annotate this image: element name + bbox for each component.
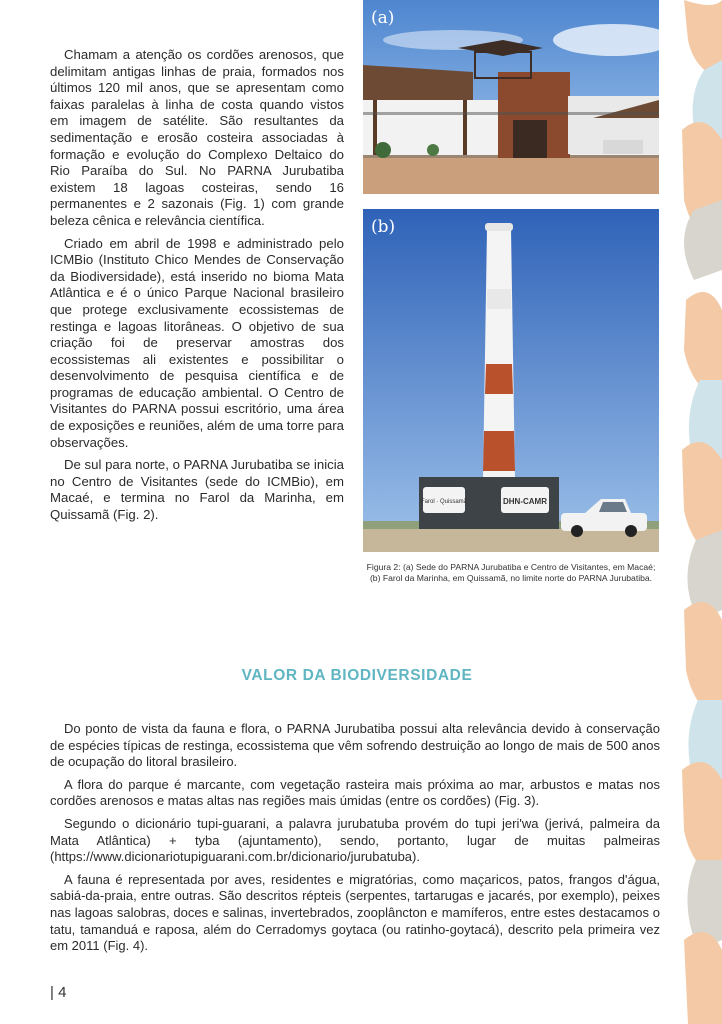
photo-visitor-center — [363, 0, 659, 194]
paragraph: De sul para norte, o PARNA Jurubatiba se inicia no Centro de Visitantes (sede do ICMBio), em Macaé, e termina no Farol da Marinha, em Quissamã (Fig. 2). — [50, 457, 344, 523]
paragraph: A fauna é representada por aves, residentes e migratórias, como maçaricos, patos, frangos d'água, sabiá-da-praia, entre outras. São descritos répteis (serpentes, tartarugas e jacarés, por exemplo), peixes nas lagoas salobras, doces e salinas, invertebrados, zooplâncton e mamíferos, entre estes destacamos o tatu, tamanduá e raposa, além do Cerradomys goytaca (ou ratinho-goytacá), descrito pela primeira vez em 2011 (Fig. 4). — [50, 871, 660, 954]
paragraph: Criado em abril de 1998 e administrado pelo ICMBio (Instituto Chico Mendes de Conservação da Biodiversidade), está inserido no bioma Mata Atlântica e é o único Parque Nacional brasileiro que protege exclusivamente ecossistemas de restinga e lagoas litorâneas. O objetivo de sua criação foi de preservar amostras dos ecossistemas ali existentes e possibilitar o desenvolvimento de pesquisa científica e de programas de educação ambiental. O Centro de Visitantes do PARNA possui escritório, uma área de exposições e reuniões, além de uma torre para observações. — [50, 235, 344, 450]
paragraph: Segundo o dicionário tupi-guarani, a palavra jurubatuba provém do tupi jeri'wa (jerivá, palmeira da Mata Atlântica) + tyba (ajuntamento), sendo, portanto, lugar de muitas palmeiras (https://www.dicionariotupiguarani.com.br/dicionario/jurubatuba). — [50, 815, 660, 865]
section-text — [50, 721, 660, 961]
photo-lighthouse — [363, 209, 659, 552]
paragraph: Do ponto de vista da fauna e flora, o PARNA Jurubatiba possui alta relevância devido à conservação de espécies típicas de restinga, ecossistema que vêm sofrendo destruição ao longo de mais de 500 anos de ocupação do litoral brasileiro. — [50, 721, 660, 770]
paragraph: A flora do parque é marcante, com vegetação rasteira mais próxima ao mar, arbustos e matas nos cordões arenosos e matas altas nas regiões mais úmidas (entre os cordões) (Fig. 3). — [50, 776, 660, 809]
figure-label-a: (a) — [371, 8, 395, 28]
figure-label-b: (b) — [371, 217, 396, 237]
page-number: | 4 — [50, 984, 67, 1001]
figure-caption: Figura 2: (a) Sede do PARNA Jurubatiba e Centro de Visitantes, em Macaé; (b) Farol da Marinha, em Quissamã, no limite norte do PARNA Jurubatiba. — [366, 562, 656, 583]
left-text-column — [50, 47, 344, 530]
decorative-side-pattern — [674, 0, 722, 1024]
section-title: VALOR DA BIODIVERSIDADE — [241, 667, 473, 684]
sign-right: DHN-CAMR — [503, 497, 547, 506]
paragraph: Chamam a atenção os cordões arenosos, que delimitam antigas linhas de praia, formados nos últimos 120 mil anos, que se apresentam como faixas paralelas à linha de costa quando vistos em imagem de satélite. São resultantes da sedimentação e erosão costeira associadas à formação e evolução do Complexo Deltaico do Rio Paraíba do Sul. No PARNA Jurubatiba existem 18 lagoas costeiras, sendo 16 permanentes e 2 sazonais (Fig. 1) com grande beleza cênica e relevância científica. — [50, 47, 344, 228]
sign-left: Farol · Quissamã — [420, 499, 468, 505]
